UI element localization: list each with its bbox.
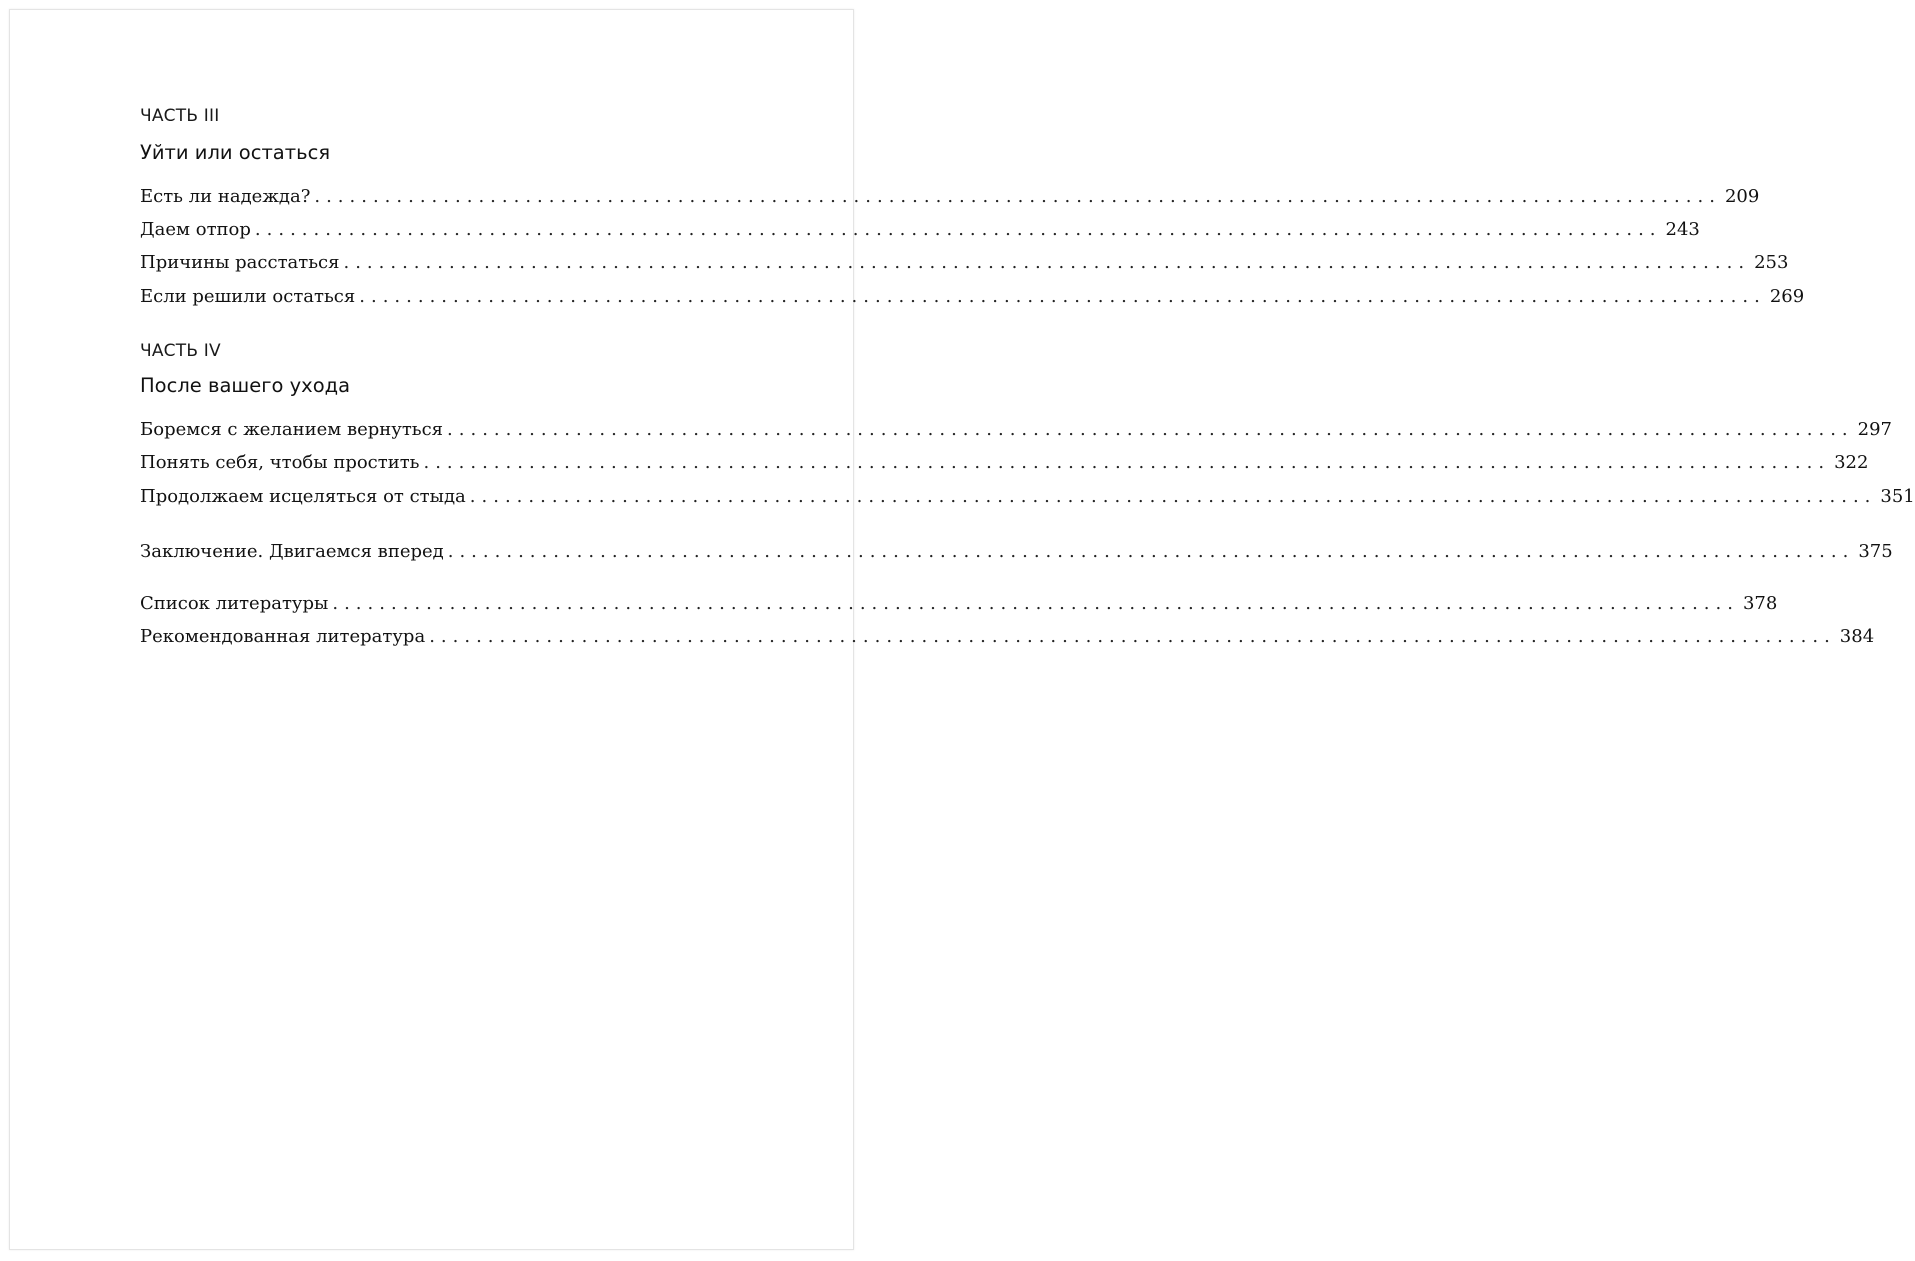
toc-entry-conclusion bbox=[140, 541, 1893, 567]
toc-entry-page: 378 bbox=[1742, 593, 1778, 614]
toc-entry-title: Список литературы bbox=[140, 593, 329, 614]
toc-entry-page: 351 bbox=[1880, 486, 1915, 507]
toc-leader-dots: ........................................................................................................................ bbox=[447, 541, 1855, 562]
toc-entry bbox=[140, 452, 1869, 478]
toc-entry bbox=[140, 252, 1789, 278]
toc-entry-title: Если решили остаться bbox=[140, 286, 356, 307]
toc-entry-title: Есть ли надежда? bbox=[140, 186, 311, 207]
toc-entry bbox=[140, 486, 1915, 512]
toc-entry-page: 269 bbox=[1769, 286, 1805, 307]
toc-entry-page: 209 bbox=[1724, 186, 1760, 207]
toc-entry-title: Продолжаем исцеляться от стыда bbox=[140, 486, 466, 507]
toc-entry bbox=[140, 419, 1893, 445]
toc-leader-dots: ........................................................................................................................ bbox=[423, 452, 1831, 473]
toc-leader-dots: ........................................................................................................................ bbox=[254, 219, 1662, 240]
toc-entry-title: Понять себя, чтобы простить bbox=[140, 452, 420, 473]
part-4-label: ЧАСТЬ IV bbox=[140, 341, 221, 361]
toc-leader-dots: ........................................................................................................................ bbox=[447, 419, 1854, 440]
part-4-title: После вашего ухода bbox=[140, 374, 351, 397]
toc-entry bbox=[140, 219, 1700, 245]
part-3-title: Уйти или остаться bbox=[140, 141, 331, 164]
toc-leader-dots: ........................................................................................................................ bbox=[429, 626, 1836, 647]
toc-entry-page: 253 bbox=[1754, 252, 1789, 273]
toc-entry bbox=[140, 626, 1875, 652]
toc-entry-title: Боремся с желанием вернуться bbox=[140, 419, 444, 440]
toc-leader-dots: ........................................................................................................................ bbox=[332, 593, 1739, 614]
toc-leader-dots: ........................................................................................................................ bbox=[469, 486, 1877, 507]
toc-entry-page: 322 bbox=[1834, 452, 1869, 473]
toc-entry-title: Заключение. Двигаемся вперед bbox=[140, 541, 444, 562]
toc-entry bbox=[140, 186, 1760, 212]
toc-entry bbox=[140, 286, 1805, 312]
toc-entry-page: 375 bbox=[1858, 541, 1893, 562]
toc-leader-dots: ........................................................................................................................ bbox=[343, 252, 1751, 273]
part-3-label: ЧАСТЬ III bbox=[140, 106, 220, 126]
toc-entry bbox=[140, 593, 1778, 619]
toc-entry-title: Причины расстаться bbox=[140, 252, 340, 273]
toc-entry-page: 384 bbox=[1839, 626, 1875, 647]
toc-entry-page: 243 bbox=[1665, 219, 1700, 240]
toc-entry-title: Рекомендованная литература bbox=[140, 626, 426, 647]
toc-leader-dots: ........................................................................................................................ bbox=[314, 186, 1721, 207]
toc-entry-title: Даем отпор bbox=[140, 219, 251, 240]
toc-leader-dots: ........................................................................................................................ bbox=[359, 286, 1766, 307]
toc-entry-page: 297 bbox=[1857, 419, 1893, 440]
